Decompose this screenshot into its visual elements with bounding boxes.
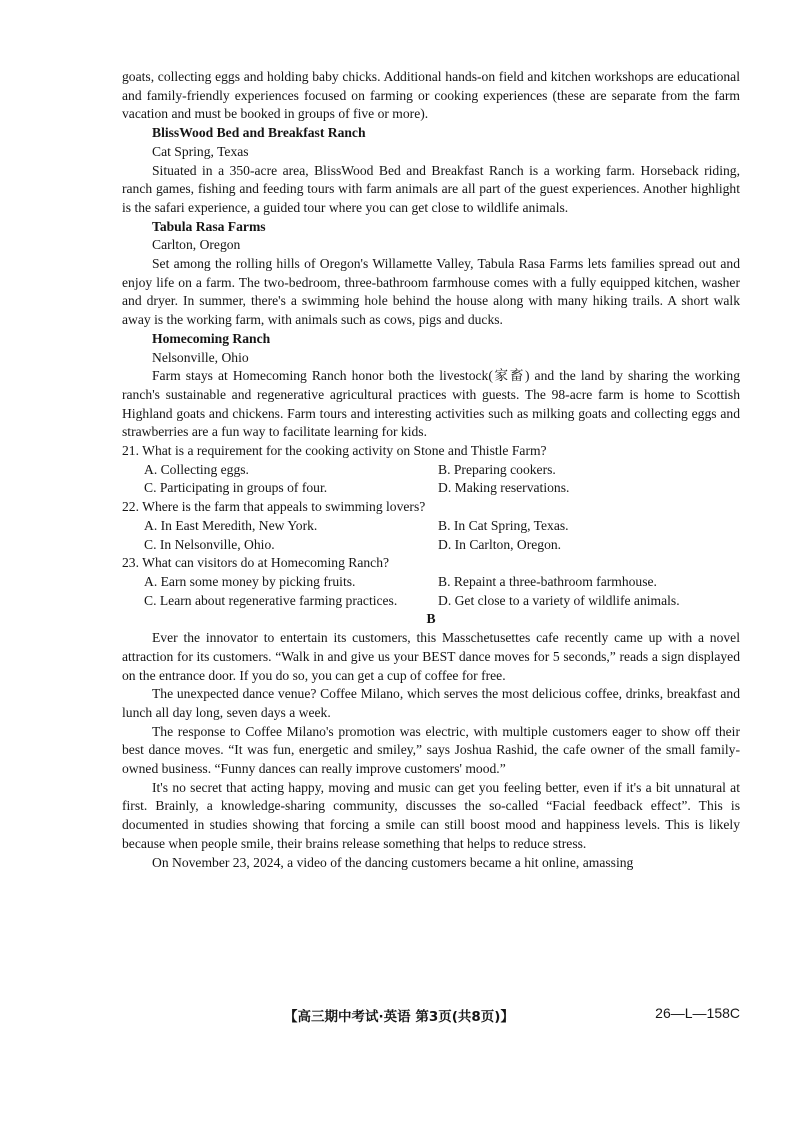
option[interactable]: C. Learn about regenerative farming practices. <box>144 592 398 608</box>
passage-b-paragraph: The unexpected dance venue? Coffee Milano, which serves the most delicious coffee, drinks, breakfast and lunch all day long, seven days a week. <box>122 686 740 720</box>
question-stem: 22. Where is the farm that appeals to swimming lovers? <box>122 499 426 515</box>
question-options <box>122 573 740 610</box>
exam-page <box>122 68 740 872</box>
farm-description: Situated in a 350-acre area, BlissWood Bed and Breakfast Ranch is a working farm. Horseback riding, ranch games, fishing and feeding tours with farm animals are all part of the guest experiences. Another highlight is the safari experience, a guided tour where you can get close to wildlife animals. <box>122 162 740 215</box>
farm-location: Carlton, Oregon <box>152 237 241 253</box>
question-options <box>122 517 740 554</box>
option[interactable]: A. Collecting eggs. <box>144 461 249 477</box>
question-options <box>122 461 740 498</box>
footer-title: 【高三期中考试·英语 第3页(共8页)】 <box>284 1009 514 1025</box>
passage-a-intro-tail: goats, collecting eggs and holding baby chicks. Additional hands-on field and kitchen workshops are educational and family-friendly experiences focused on farming or cooking experiences (these are separate from the farm vacation and must be booked in groups of five or more). <box>122 69 740 122</box>
passage-b-paragraph: It's no secret that acting happy, moving and music can get you feeling better, even if it's a bit unnatural at first. Brainly, a knowledge-sharing community, discusses the so-called “Facial feedback effect”. This is documented in studies showing that forcing a smile can still boost mood and happiness levels. This is likely because when people smile, their brains release something that helps to reduce stress. <box>122 779 740 851</box>
option[interactable]: B. Preparing cookers. <box>438 461 556 477</box>
question-stem: 23. What can visitors do at Homecoming Ranch? <box>122 555 390 571</box>
section-label: B <box>426 611 436 627</box>
farm-description: Farm stays at Homecoming Ranch honor both the livestock(家畜) and the land by sharing the working ranch's sustainable and regenerative agricultural practices with guests. The 98-acre farm is home to Scottish Highland goats and chickens. Farm tours and interesting activities such as milking goats and collecting eggs and strawberries are a fun way to facilitate learning for kids. <box>122 368 740 440</box>
option[interactable]: D. In Carlton, Oregon. <box>438 536 562 552</box>
farm-location: Cat Spring, Texas <box>152 143 249 159</box>
farm-name: BlissWood Bed and Breakfast Ranch <box>152 125 366 141</box>
passage-b-paragraph: Ever the innovator to entertain its customers, this Masschetusettes cafe recently came up with a novel attraction for its customers. “Walk in and give us your BEST dance moves for 5 seconds,” reads a sign displayed on the entrance door. If you do so, you can get a cup of coffee for free. <box>122 630 740 683</box>
page-footer <box>122 1005 740 1025</box>
option[interactable]: B. In Cat Spring, Texas. <box>438 517 569 533</box>
option[interactable]: A. Earn some money by picking fruits. <box>144 573 356 589</box>
option[interactable]: D. Making reservations. <box>438 480 570 496</box>
option[interactable]: C. In Nelsonville, Ohio. <box>144 536 275 552</box>
farm-name: Tabula Rasa Farms <box>152 218 266 234</box>
option[interactable]: C. Participating in groups of four. <box>144 480 328 496</box>
farm-description: Set among the rolling hills of Oregon's Willamette Valley, Tabula Rasa Farms lets families spread out and enjoy life on a farm. The two-bedroom, three-bathroom farmhouse comes with a fully equipped kitchen, washer and dryer. In summer, there's a swimming hole behind the house along with many hiking trails. A short walk away is the working farm, with animals such as cows, pigs and ducks. <box>122 256 740 328</box>
question-stem: 21. What is a requirement for the cooking activity on Stone and Thistle Farm? <box>122 443 547 459</box>
passage-b-paragraph: The response to Coffee Milano's promotion was electric, with multiple customers eager to show off their best dance moves. “It was fun, energetic and smiley,” says Joshua Rashid, the cafe owner of the small family-owned business. “Funny dances can really improve customers' mood.” <box>122 723 740 777</box>
farm-location: Nelsonville, Ohio <box>152 349 249 365</box>
farm-name: Homecoming Ranch <box>152 330 271 346</box>
footer-code: 26—L—158C <box>655 1005 740 1021</box>
passage-b-paragraph: On November 23, 2024, a video of the dancing customers became a hit online, amassing <box>152 854 634 870</box>
option[interactable]: D. Get close to a variety of wildlife animals. <box>438 592 680 608</box>
option[interactable]: B. Repaint a three-bathroom farmhouse. <box>438 573 657 589</box>
option[interactable]: A. In East Meredith, New York. <box>144 517 318 533</box>
